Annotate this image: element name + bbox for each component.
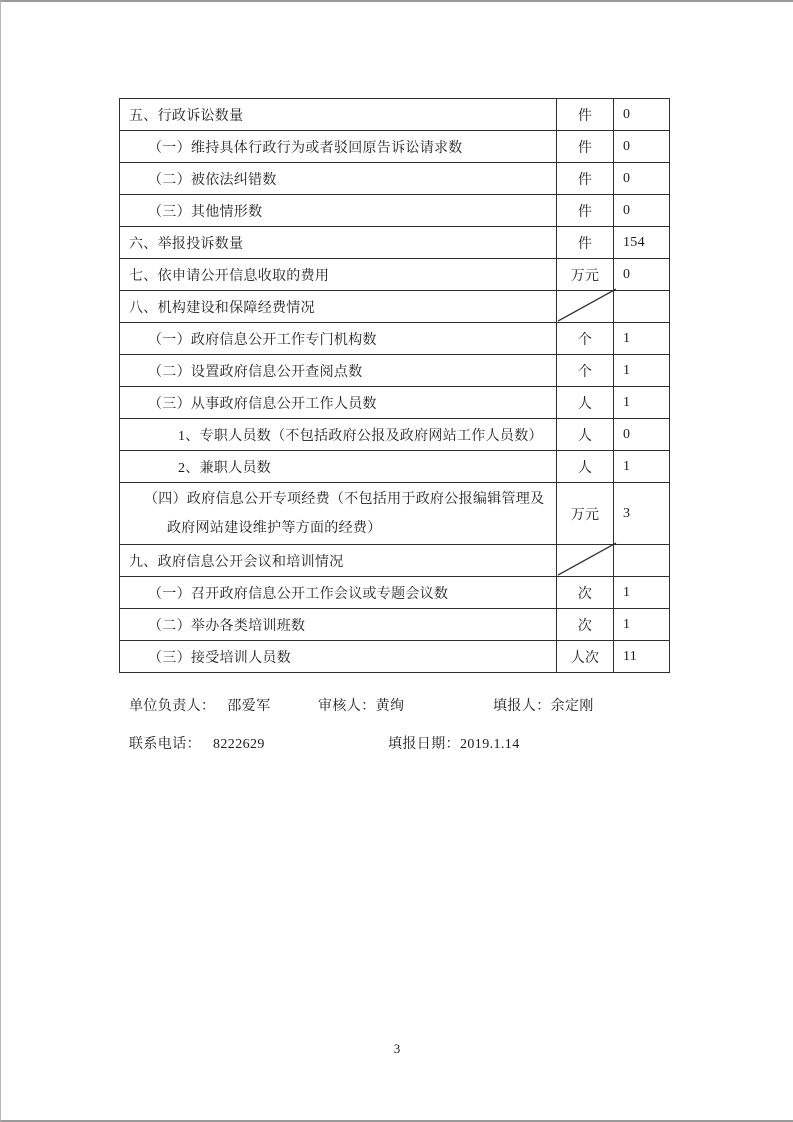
row-value: 0 bbox=[614, 99, 670, 131]
row-label: （二）举办各类培训班数 bbox=[120, 609, 557, 641]
reviewer bbox=[318, 695, 404, 715]
row-value: 0 bbox=[614, 419, 670, 451]
contact-phone-number: 8222629 bbox=[213, 737, 265, 752]
table-row bbox=[120, 609, 670, 641]
row-value: 1 bbox=[614, 387, 670, 419]
row-unit: 万元 bbox=[557, 483, 614, 545]
row-label: （三）从事政府信息公开工作人员数 bbox=[120, 387, 557, 419]
row-unit: 件 bbox=[557, 99, 614, 131]
responsible-person-name: 邵爱军 bbox=[227, 699, 271, 714]
row-value: 1 bbox=[614, 609, 670, 641]
row-value: 11 bbox=[614, 641, 670, 673]
row-unit bbox=[557, 291, 614, 323]
row-unit: 件 bbox=[557, 163, 614, 195]
row-label: （一）维持具体行政行为或者驳回原告诉讼请求数 bbox=[120, 131, 557, 163]
row-unit: 人次 bbox=[557, 641, 614, 673]
row-unit: 个 bbox=[557, 355, 614, 387]
table-row bbox=[120, 131, 670, 163]
diagonal-slash-icon bbox=[557, 291, 613, 322]
row-unit: 人 bbox=[557, 419, 614, 451]
row-value: 1 bbox=[614, 451, 670, 483]
report-date-label: 填报日期： bbox=[388, 737, 460, 752]
row-label: （二）设置政府信息公开查阅点数 bbox=[120, 355, 557, 387]
row-value: 1 bbox=[614, 577, 670, 609]
row-value: 0 bbox=[614, 131, 670, 163]
table-row bbox=[120, 323, 670, 355]
row-label: 六、举报投诉数量 bbox=[120, 227, 557, 259]
row-label-line1: （四）政府信息公开专项经费（不包括用于政府公报编辑管理及 bbox=[144, 491, 545, 507]
table-row bbox=[120, 291, 670, 323]
row-value bbox=[614, 545, 670, 577]
row-unit: 件 bbox=[557, 131, 614, 163]
row-label bbox=[120, 483, 557, 545]
row-value bbox=[614, 291, 670, 323]
table-row bbox=[120, 355, 670, 387]
row-label: 五、行政诉讼数量 bbox=[120, 99, 557, 131]
diagonal-slash-icon bbox=[557, 545, 613, 576]
row-label: 七、依申请公开信息收取的费用 bbox=[120, 259, 557, 291]
row-label: （一）召开政府信息公开工作会议或专题会议数 bbox=[120, 577, 557, 609]
row-value: 0 bbox=[614, 259, 670, 291]
disclosure-stats-table bbox=[119, 98, 670, 673]
reviewer-name: 黄绚 bbox=[375, 699, 405, 714]
row-value: 0 bbox=[614, 195, 670, 227]
row-unit: 次 bbox=[557, 577, 614, 609]
row-unit: 次 bbox=[557, 609, 614, 641]
table-row bbox=[120, 99, 670, 131]
filler-label: 填报人： bbox=[493, 699, 551, 714]
row-label: 九、政府信息公开会议和培训情况 bbox=[120, 545, 557, 577]
row-label: 1、专职人员数（不包括政府公报及政府网站工作人员数） bbox=[120, 419, 557, 451]
responsible-person bbox=[129, 695, 271, 715]
row-label: （一）政府信息公开工作专门机构数 bbox=[120, 323, 557, 355]
table-row bbox=[120, 545, 670, 577]
contact-phone bbox=[129, 733, 265, 753]
table-row bbox=[120, 259, 670, 291]
row-unit: 万元 bbox=[557, 259, 614, 291]
row-unit: 人 bbox=[557, 387, 614, 419]
row-value: 3 bbox=[614, 483, 670, 545]
contact-phone-label: 联系电话： bbox=[129, 737, 201, 752]
row-label: （三）接受培训人员数 bbox=[120, 641, 557, 673]
filler bbox=[493, 695, 594, 715]
row-value: 1 bbox=[614, 355, 670, 387]
table-row bbox=[120, 163, 670, 195]
table-row bbox=[120, 227, 670, 259]
report-date-value: 2019.1.14 bbox=[460, 737, 520, 752]
row-unit: 件 bbox=[557, 227, 614, 259]
row-value: 0 bbox=[614, 163, 670, 195]
filler-name: 余定刚 bbox=[550, 699, 594, 714]
row-unit: 件 bbox=[557, 195, 614, 227]
row-unit: 个 bbox=[557, 323, 614, 355]
responsible-person-label: 单位负责人： bbox=[129, 699, 216, 714]
table-row bbox=[120, 387, 670, 419]
row-value: 1 bbox=[614, 323, 670, 355]
page-number: 3 bbox=[393, 1041, 401, 1056]
row-unit: 人 bbox=[557, 451, 614, 483]
row-unit bbox=[557, 545, 614, 577]
reviewer-label: 审核人： bbox=[318, 699, 376, 714]
row-value: 154 bbox=[614, 227, 670, 259]
table-row bbox=[120, 641, 670, 673]
row-label: 八、机构建设和保障经费情况 bbox=[120, 291, 557, 323]
row-label: 2、兼职人员数 bbox=[120, 451, 557, 483]
table-row bbox=[120, 483, 670, 545]
table-row bbox=[120, 419, 670, 451]
table-row bbox=[120, 195, 670, 227]
row-label-line2: 政府网站建设维护等方面的经费） bbox=[167, 520, 382, 536]
report-date bbox=[388, 733, 520, 753]
table-row bbox=[120, 577, 670, 609]
row-label: （二）被依法纠错数 bbox=[120, 163, 557, 195]
row-label: （三）其他情形数 bbox=[120, 195, 557, 227]
table-row bbox=[120, 451, 670, 483]
